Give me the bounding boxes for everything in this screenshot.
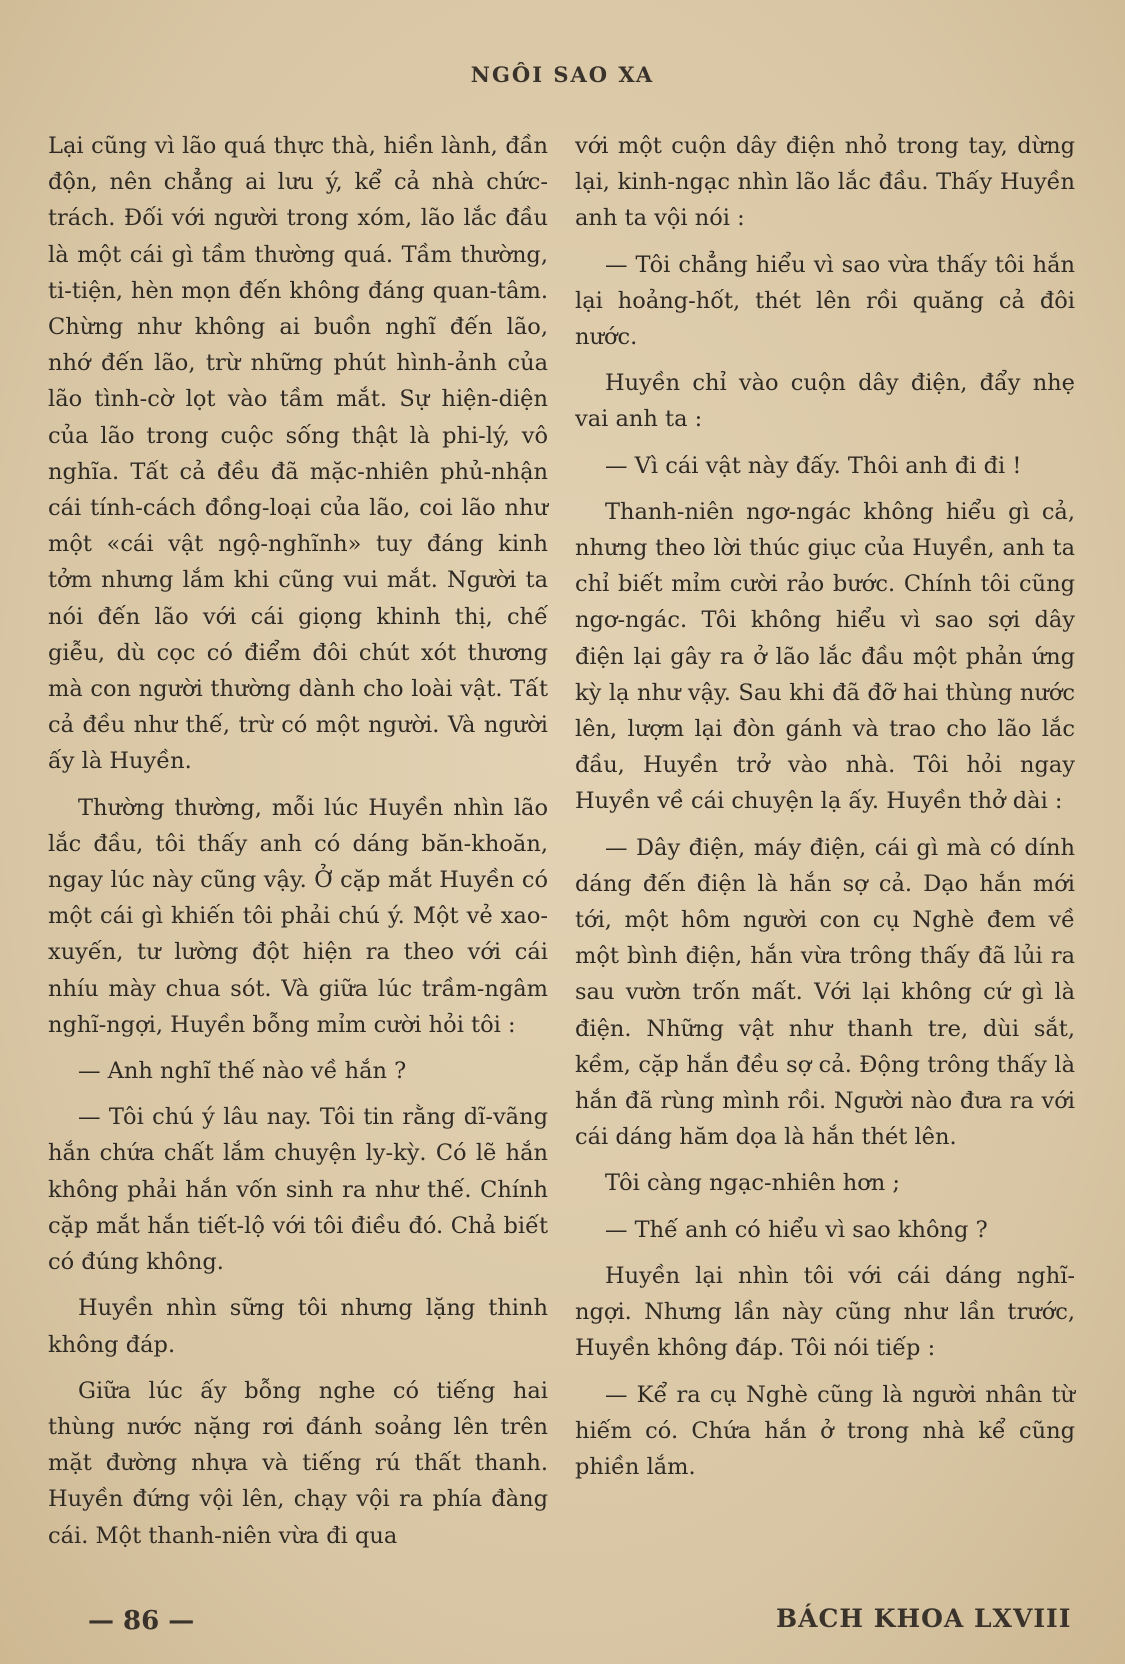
dialogue-line: — Thế anh có hiểu vì sao không ?	[605, 1216, 988, 1243]
dialogue-line: — Tôi chú ý lâu nay. Tôi tin rằng dĩ-vãng hắn chứa chất lắm chuyện ly-kỳ. Có lẽ hắn không phải hắn vốn sinh ra như thế. Chính cặp mắt hắn tiết-lộ với tôi điều đó. Chả biết có đúng không.	[48, 1104, 548, 1276]
paragraph: Huyền lại nhìn tôi với cái dáng nghĩ-ngợi. Nhưng lần này cũng như lần trước, Huyền không đáp. Tôi nói tiếp :	[575, 1262, 1075, 1362]
paragraph: Tôi càng ngạc-nhiên hơn ;	[605, 1170, 901, 1197]
left-column	[48, 128, 548, 1564]
page-number: — 86 —	[88, 1606, 195, 1636]
paragraph: Lại cũng vì lão quá thực thà, hiền lành, đần độn, nên chẳng ai lưu ý, kể cả nhà chức-trách. Đối với người trong xóm, lão lắc đầu là một cái gì tầm thường quá. Tầm thường, ti-tiện, hèn mọn đến không đáng quan-tâm. Chừng như không ai buồn nghĩ đến lão, nhớ đến lão, trừ những phút hình-ảnh của lão tình-cờ lọt vào tầm mắt. Sự hiện-diện của lão trong cuộc sống thật là phi-lý, vô nghĩa. Tất cả đều đã mặc-nhiên phủ-nhận cái tính-cách đồng-loại của lão, coi lão như một «cái vật ngộ-nghĩnh» tuy đáng kinh tởm nhưng lắm khi cũng vui mắt. Người ta nói đến lão với cái giọng khinh thị, chế giễu, dù cọc có điểm đôi chút xót thương mà con người thường dành cho loài vật. Tất cả đều như thế, trừ có một người. Và người ấy là Huyền.	[48, 133, 548, 775]
dialogue-line: — Vì cái vật này đấy. Thôi anh đi đi !	[605, 452, 1022, 479]
right-column	[575, 128, 1075, 1495]
paragraph: Huyền nhìn sững tôi nhưng lặng thinh không đáp.	[48, 1295, 548, 1358]
dialogue-line: — Tôi chẳng hiểu vì sao vừa thấy tôi hắn lại hoảng-hốt, thét lên rồi quăng cả đôi nước.	[575, 251, 1075, 351]
dialogue-line: — Dây điện, máy điện, cái gì mà có dính dáng đến điện là hắn sợ cả. Dạo hắn mới tới, một hôm người con cụ Nghè đem về một bình điện, hắn vừa trông thấy đã lủi ra sau vườn trốn mất. Với lại không cứ gì là điện. Những vật như thanh tre, dùi sắt, kềm, cặp hắn đều sợ cả. Động trông thấy là hắn đã rùng mình rồi. Người nào đưa ra với cái dáng hăm dọa là hắn thét lên.	[575, 834, 1075, 1151]
paragraph: Thường thường, mỗi lúc Huyền nhìn lão lắc đầu, tôi thấy anh có dáng băn-khoăn, ngay lúc này cũng vậy. Ở cặp mắt Huyền có một cái gì khiến tôi phải chú ý. Một vẻ xao-xuyến, tư lường đột hiện ra theo với cái nhíu mày chua sót. Và giữa lúc trầm-ngâm nghĩ-ngợi, Huyền bỗng mỉm cười hỏi tôi :	[48, 794, 548, 1038]
magazine-issue: BÁCH KHOA LXVIII	[776, 1604, 1072, 1633]
dialogue-line: — Kể ra cụ Nghè cũng là người nhân từ hiếm có. Chứa hắn ở trong nhà kể cũng phiền lắm.	[575, 1381, 1075, 1480]
running-head-title: NGÔI SAO XA	[470, 62, 655, 87]
paragraph: Huyền chỉ vào cuộn dây điện, đẩy nhẹ vai anh ta :	[575, 370, 1075, 433]
paragraph: với một cuộn dây điện nhỏ trong tay, dừng lại, kinh-ngạc nhìn lão lắc đầu. Thấy Huyền anh ta vội nói :	[575, 133, 1075, 232]
dialogue-line: — Anh nghĩ thế nào về hắn ?	[78, 1058, 407, 1085]
paragraph: Giữa lúc ấy bỗng nghe có tiếng hai thùng nước nặng rơi đánh soảng lên trên mặt đường nhựa và tiếng rú thất thanh. Huyền đứng vội lên, chạy vội ra phía đàng cái. Một thanh-niên vừa đi qua	[48, 1377, 548, 1549]
paragraph: Thanh-niên ngơ-ngác không hiểu gì cả, nhưng theo lời thúc giục của Huyền, anh ta chỉ biết mỉm cười rảo bước. Chính tôi cũng ngơ-ngác. Tôi không hiểu vì sao sợi dây điện lại gây ra ở lão lắc đầu một phản ứng kỳ lạ như vậy. Sau khi đã đỡ hai thùng nước lên, lượm lại đòn gánh và trao cho lão lắc đầu, Huyền trở vào nhà. Tôi hỏi ngay Huyền về cái chuyện lạ ấy. Huyền thở dài :	[575, 498, 1075, 815]
